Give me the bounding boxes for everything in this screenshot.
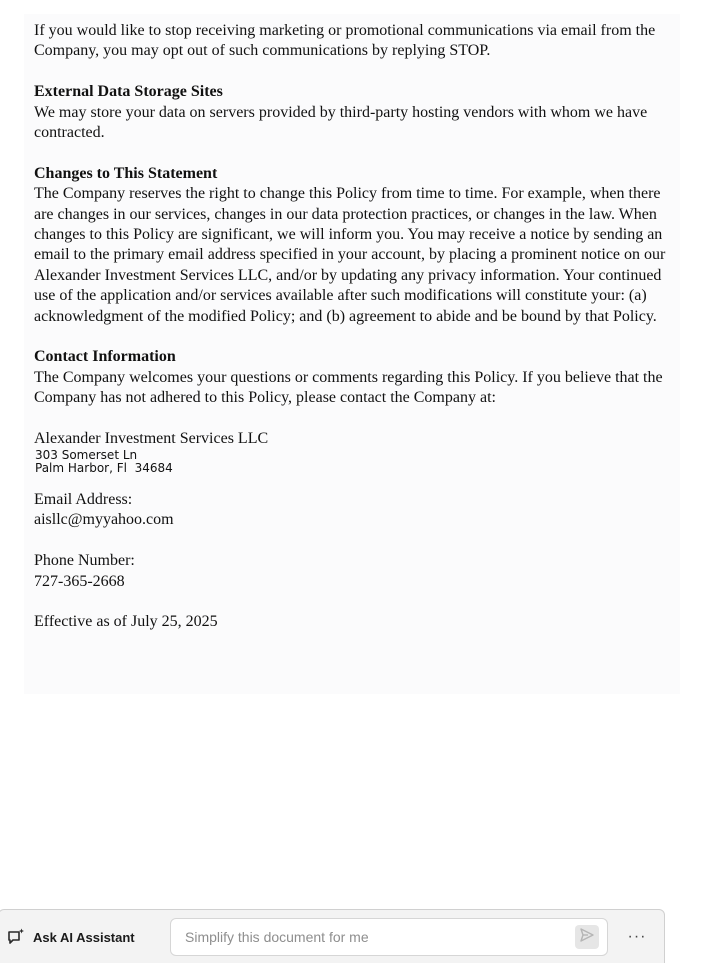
email-value: aisllc@myyahoo.com — [34, 511, 174, 529]
effective-date: Effective as of July 25, 2025 — [34, 613, 218, 631]
ask-ai-assistant-label: Ask AI Assistant — [33, 929, 135, 945]
phone-label: Phone Number: — [34, 552, 135, 570]
external-storage-heading: External Data Storage Sites — [34, 83, 223, 101]
contact-heading: Contact Information — [34, 348, 176, 366]
send-button[interactable] — [575, 925, 599, 949]
phone-value: 727-365-2668 — [34, 572, 125, 590]
ai-assistant-bar — [0, 909, 665, 963]
contact-body: The Company welcomes your questions or comments regarding this Policy. If you believe that the Company has not adhered to this Policy, please contact the Company at: — [34, 368, 663, 407]
address-line-2: Palm Harbor, Fl 34684 — [35, 460, 173, 475]
ai-assistant-icon — [5, 926, 27, 948]
ai-prompt-field — [170, 918, 608, 956]
changes-body: The Company reserves the right to change this Policy from time to time. For example, when there are changes in our services, changes in our data protection practices, or changes in the law. When changes to this Policy are significant, we will inform you. You may receive a notice by sending an email to the primary email address specified in your account, by placing a prominent notice on our Alexander Investment Services LLC, and/or by updating any privacy information. Your continued use of the application and/or services available after such modifications will constitute your: (a) acknowledgment of the modified Policy; and (b) agreement to abide and be bound by that Policy. — [34, 185, 666, 325]
ai-prompt-input[interactable] — [185, 919, 565, 955]
company-name: Alexander Investment Services LLC — [34, 430, 269, 448]
send-icon — [579, 927, 595, 948]
address-line-1: 303 Somerset Ln — [35, 448, 138, 463]
ask-ai-assistant-button[interactable] — [1, 922, 161, 952]
opt-out-paragraph: If you would like to stop receiving marketing or promotional communications via email from the Company, you may opt out of such communications by replying STOP. — [34, 22, 656, 60]
email-label: Email Address: — [34, 491, 133, 509]
more-options-button[interactable] — [621, 922, 653, 952]
more-options-icon: ··· — [627, 928, 647, 945]
external-storage-body: We may store your data on servers provided by third-party hosting vendors with whom we have contracted. — [34, 103, 648, 142]
address-block — [34, 429, 670, 490]
document-content — [34, 21, 670, 633]
changes-heading: Changes to This Statement — [34, 164, 218, 182]
